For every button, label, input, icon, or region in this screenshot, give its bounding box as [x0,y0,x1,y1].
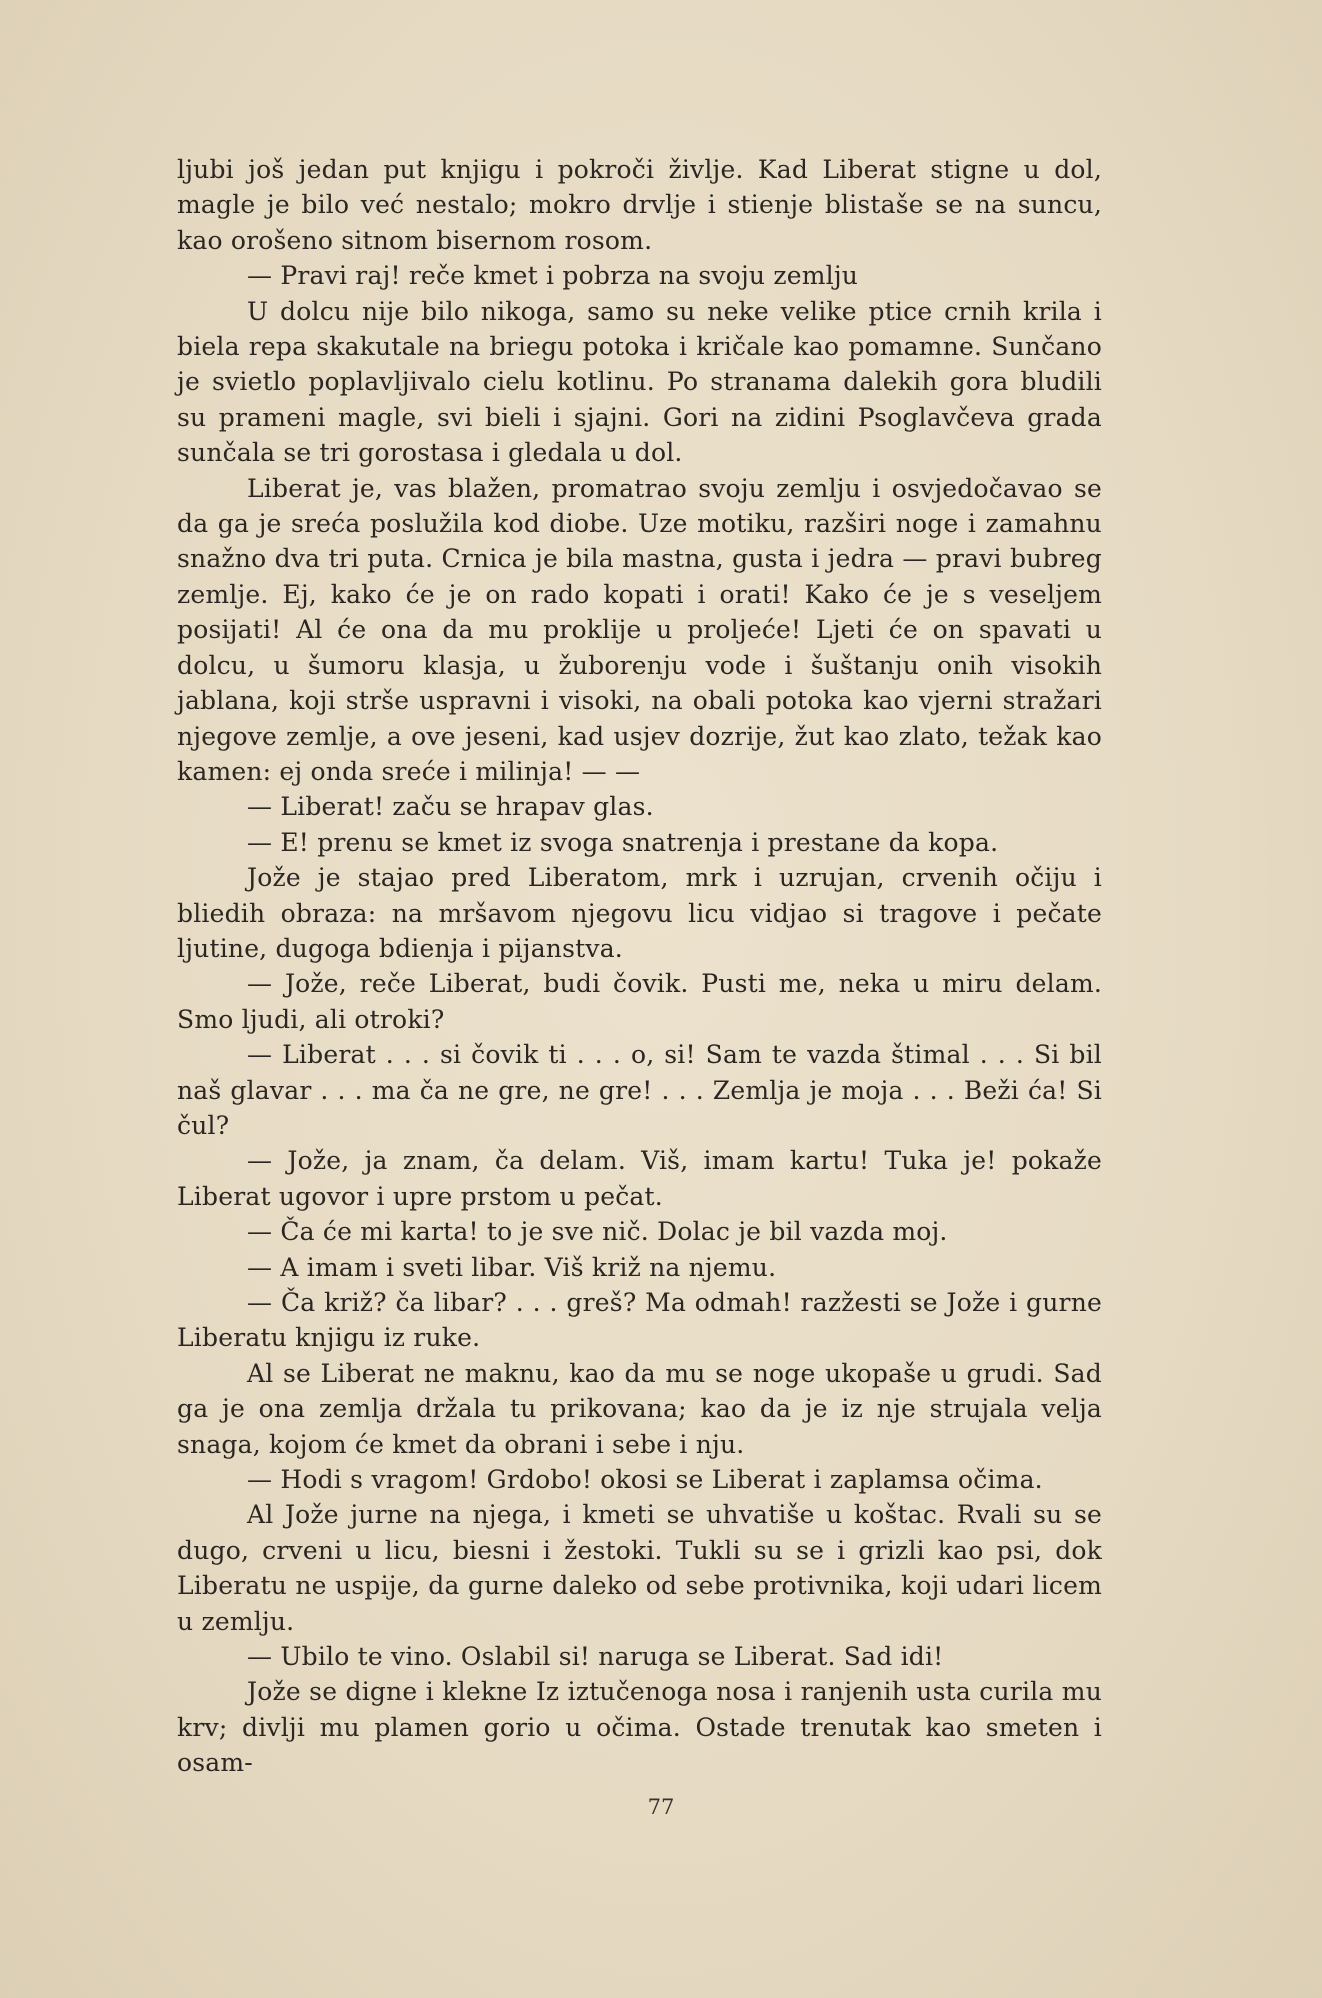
paragraph: Al Jože jurne na njega, i kmeti se uhvatiše u koštac. Rvali su se dugo, crveni u licu, biesni i žestoki. Tukli su se i grizli kao psi, dok Liberatu ne uspije, da gurne daleko od sebe protivnika, koji udari licem u zemlju. [177,1500,1102,1636]
paragraph: — Pravi raj! reče kmet i pobrza na svoju zemlju [247,261,859,291]
paragraph: Jože je stajao pred Liberatom, mrk i uzrujan, crvenih očiju i bliedih obraza: na mršavom njegovu licu vidjao si tragove i pečate ljutine, dugoga bdienja i pijanstva. [177,863,1102,963]
paragraph: ljubi još jedan put knjigu i pokroči življe. Kad Liberat stigne u dol, magle je bilo već nestalo; mokro drvlje i stienje blistaše se na suncu, kao orošeno sitnom bisernom rosom. [177,155,1102,255]
paragraph: Liberat je, vas blažen, promatrao svoju zemlju i osvjedočavao se da ga je sreća poslužila kod diobe. Uze motiku, razširi noge i zamahnu snažno dva tri puta. Crnica je bila mastna, gusta i jedra — pravi bubreg zemlje. Ej, kako će je on rado kopati i orati! Kako će je s veseljem posijati! Al će ona da mu proklije u proljeće! Ljeti će on spavati u dolcu, u šumoru klasja, u žuborenju vode i šuštanju onih visokih jablana, koji strše uspravni i visoki, na obali potoka kao vjerni stražari njegove zemlje, a ove jeseni, kad usjev dozrije, žut kao zlato, težak kao kamen: ej onda sreće i milinja! — — [177,473,1102,786]
paragraph: — Ča križ? ča libar? . . . greš? Ma odmah! razžesti se Jože i gurne Liberatu knjigu iz ruke. [177,1288,1102,1353]
paragraph: — Jože, reče Liberat, budi čovik. Pusti me, neka u miru delam. Smo ljudi, ali otroki? [177,969,1102,1034]
paragraph: — E! prenu se kmet iz svoga snatrenja i prestane da kopa. [247,827,999,857]
paragraph: — Ča će mi karta! to je sve nič. Dolac je bil vazda moj. [247,1217,948,1247]
paragraph: — Liberat! začu se hrapav glas. [247,792,654,822]
body-text [177,152,1102,1781]
paragraph: — Ubilo te vino. Oslabil si! naruga se Liberat. Sad idi! [247,1642,944,1672]
paragraph: — Liberat . . . si čovik ti . . . o, si! Sam te vazda štimal . . . Si bil naš glavar . . . ma ča ne gre, ne gre! . . . Zemlja je moja . . . Beži ća! Si čul? [177,1040,1102,1140]
paragraph: — Hodi s vragom! Grdobo! okosi se Liberat i zaplamsa očima. [247,1465,1043,1495]
paragraph: U dolcu nije bilo nikoga, samo su neke velike ptice crnih krila i biela repa skakutale na briegu potoka i kričale kao pomamne. Sunčano je svietlo poplavljivalo cielu kotlinu. Po stranama dalekih gora bludili su prameni magle, svi bieli i sjajni. Gori na zidini Psoglavčeva grada sunčala se tri gorostasa i gledala u dol. [177,296,1102,468]
paragraph: Al se Liberat ne maknu, kao da mu se noge ukopaše u grudi. Sad ga je ona zemlja držala tu prikovana; kao da je iz nje strujala velja snaga, kojom će kmet da obrani i sebe i nju. [177,1358,1102,1459]
paragraph: — Jože, ja znam, ča delam. Viš, imam kartu! Tuka je! pokaže Liberat ugovor i upre prstom u pečat. [177,1146,1102,1211]
page-number: 77 [647,1795,675,1819]
paragraph: Jože se digne i klekne Iz iztučenoga nosa i ranjenih usta curila mu krv; divlji mu plamen gorio u očima. Ostade trenutak kao smeten i osam- [177,1677,1102,1778]
paragraph: — A imam i sveti libar. Viš križ na njemu. [247,1252,777,1282]
